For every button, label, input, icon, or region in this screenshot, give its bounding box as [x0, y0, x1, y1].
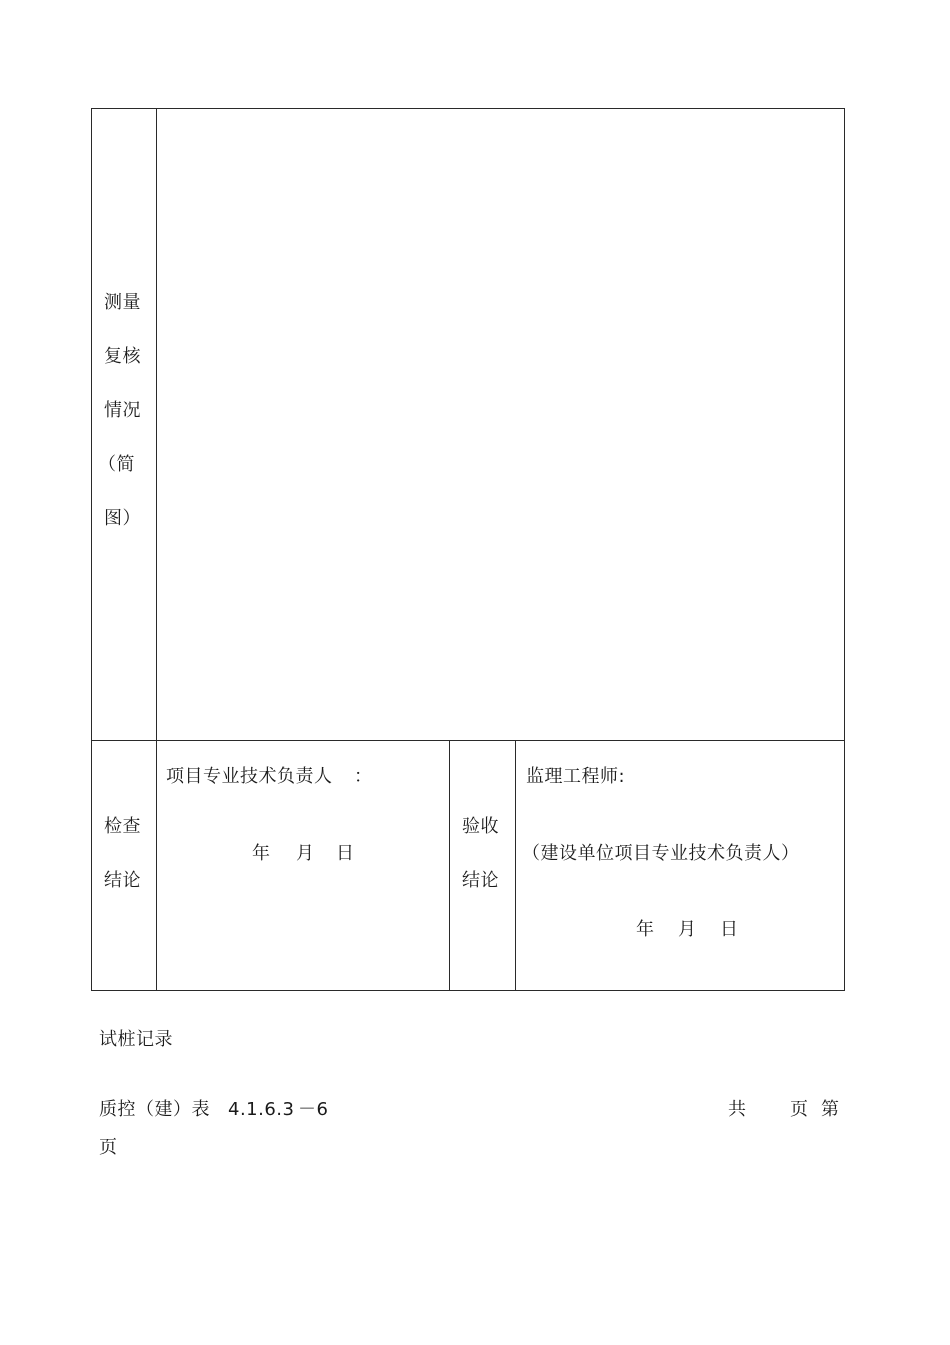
row-divider [92, 740, 844, 741]
inspection-date-day: 日 [336, 843, 355, 864]
inspection-label-line-1: 检查 [104, 816, 141, 837]
page-trailing-label: 页 [99, 1137, 118, 1158]
acceptance-label-line-2: 结论 [462, 870, 499, 891]
survey-label-line-2: 复核 [104, 346, 141, 367]
record-title: 试桩记录 [99, 1029, 173, 1050]
survey-label-line-4: （简 [98, 454, 135, 475]
responsible-person-label: 项目专业技术负责人 [166, 766, 333, 787]
survey-sketch-area[interactable] [158, 110, 844, 740]
owner-technical-lead-note: （建设单位项目专业技术负责人） [522, 843, 800, 864]
page-label: 页 [790, 1099, 809, 1120]
acceptance-date-day: 日 [720, 919, 739, 940]
responsible-person-colon: ： [354, 766, 373, 787]
form-code-suffix: －6 [298, 1099, 329, 1120]
acceptance-label-line-1: 验收 [462, 816, 499, 837]
conclusion-divider-right [515, 740, 516, 990]
page-total-label: 共 [728, 1099, 747, 1120]
survey-label-line-5: 图） [104, 508, 141, 529]
form-code-number: 4.1.6.3 [228, 1099, 295, 1120]
conclusion-divider-left [449, 740, 450, 990]
page-current-label: 第 [821, 1099, 840, 1120]
form-code-prefix: 质控（建）表 [99, 1099, 210, 1120]
survey-label-line-3: 情况 [104, 400, 141, 421]
survey-label-line-1: 测量 [104, 292, 141, 313]
inspection-date-month: 月 [296, 843, 315, 864]
inspection-form-table [91, 108, 845, 991]
label-column-divider [156, 109, 157, 990]
supervising-engineer-label: 监理工程师: [526, 766, 626, 787]
inspection-date-year: 年 [252, 843, 271, 864]
acceptance-date-month: 月 [678, 919, 697, 940]
inspection-label-line-2: 结论 [104, 870, 141, 891]
acceptance-date-year: 年 [636, 919, 655, 940]
